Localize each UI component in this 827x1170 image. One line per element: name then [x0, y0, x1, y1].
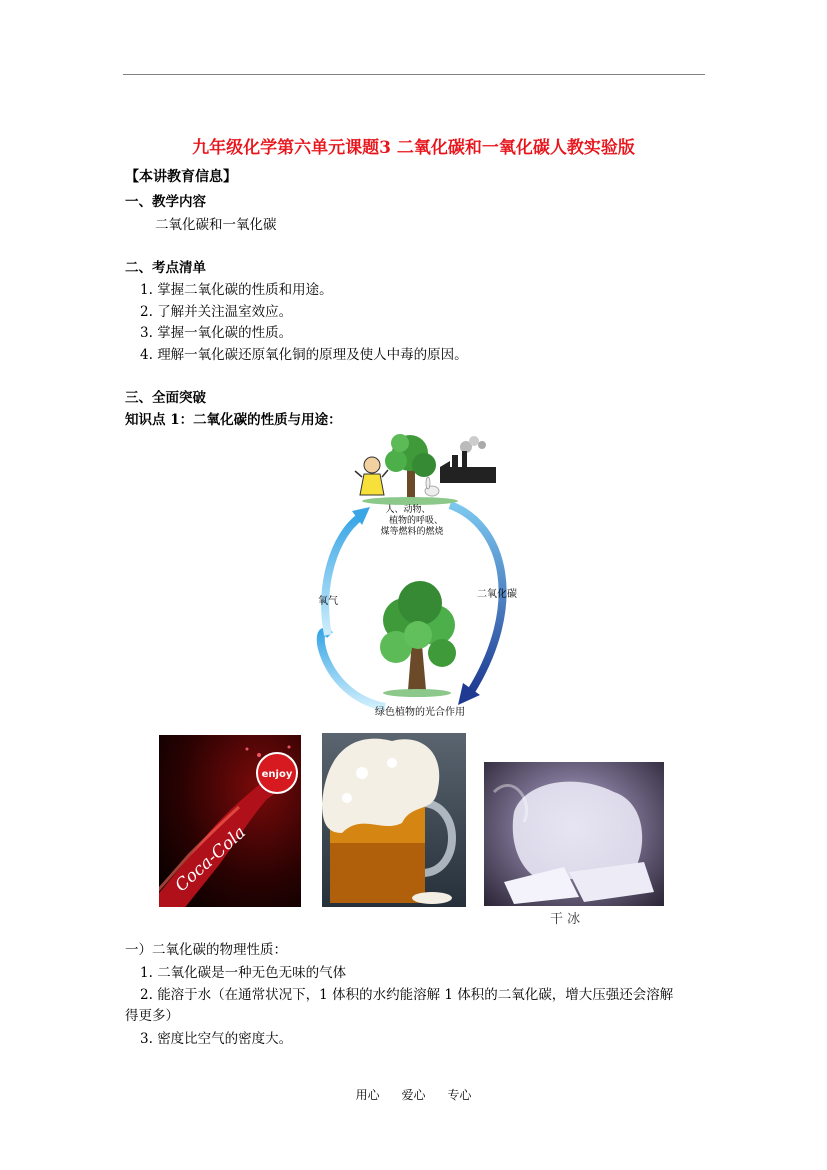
footer-word: 专心: [447, 1088, 472, 1102]
footer-word: 爱心: [401, 1088, 426, 1102]
page-footer: [0, 1086, 827, 1103]
list-item: 3. 掌握一氧化碳的性质。: [140, 325, 293, 341]
physical-item-2-cont: 得更多）: [125, 1008, 179, 1024]
physical-heading: 一）二氧化碳的物理性质：: [125, 942, 287, 958]
right-label: 二氧化碳: [477, 589, 517, 600]
top-scene-icon: [355, 434, 496, 505]
cola-logo-text: Coca-Cola: [171, 822, 250, 896]
cola-cap-text: enjoy: [261, 769, 293, 780]
section1-heading: 一、教学内容: [125, 194, 206, 210]
tree-icon: [380, 581, 456, 697]
physical-item-1: 1. 二氧化碳是一种无色无味的气体: [140, 965, 347, 981]
info-heading: 【本讲教育信息】: [125, 169, 237, 185]
list-item: 4. 理解一氧化碳还原氧化铜的原理及使人中毒的原因。: [140, 347, 468, 363]
beer-photo: [322, 733, 466, 907]
knowledge-point-1: 知识点 1：二氧化碳的性质与用途：: [125, 412, 342, 428]
footer-word: 用心: [355, 1088, 380, 1102]
header-rule: [123, 74, 705, 75]
top-label-line2: 植物的呼吸、: [388, 516, 444, 526]
left-label: 氧气: [318, 596, 338, 607]
arrow-left-arc: [321, 632, 385, 707]
physical-item-2: 2. 能溶于水（在通常状况下，1 体积的水约能溶解 1 体积的二氧化碳，增大压强还会溶解: [140, 987, 674, 1003]
section3-heading: 三、全面突破: [125, 390, 206, 406]
dry-ice-photo: [484, 762, 664, 906]
dry-ice-caption: 干 冰: [550, 912, 581, 927]
document-title: 九年级化学第六单元课题3 二氧化碳和一氧化碳人教实验版: [192, 138, 635, 158]
top-label-line1: 人、动物、: [385, 505, 431, 515]
physical-item-3: 3. 密度比空气的密度大。: [140, 1031, 293, 1047]
cola-photo: [159, 735, 301, 907]
top-label-line3: 煤等燃料的燃烧: [380, 527, 444, 537]
list-item: 1. 掌握二氧化碳的性质和用途。: [140, 282, 333, 298]
carbon-cycle-diagram: [300, 425, 530, 725]
section1-content: 二氧化碳和一氧化碳: [155, 217, 277, 233]
bottom-label: 绿色植物的光合作用: [375, 707, 465, 718]
list-item: 2. 了解并关注温室效应。: [140, 304, 293, 320]
section2-heading: 二、考点清单: [125, 260, 206, 276]
